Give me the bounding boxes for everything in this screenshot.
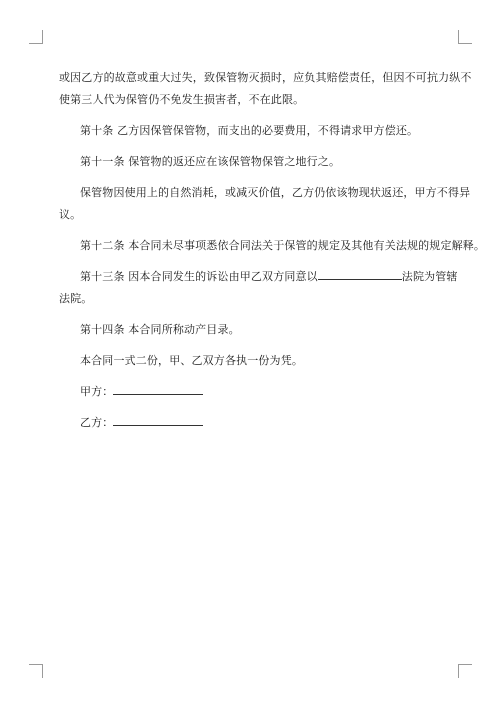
- crop-mark-bottom-left: [29, 664, 43, 678]
- paragraph-wear-cont: 议。: [59, 208, 82, 221]
- court-blank-field[interactable]: [318, 269, 402, 280]
- party-b-label: 乙方：: [80, 416, 114, 429]
- party-a-blank-field[interactable]: [113, 384, 203, 395]
- paragraph-wear: 保管物因使用上的自然消耗，或减灭价值，乙方仍依该物现状返还，甲方不得异: [80, 186, 471, 199]
- party-b-blank-field[interactable]: [113, 415, 203, 426]
- text-line: 使第三人代为保管仍不免发生损害者，不在此限。: [59, 93, 305, 106]
- article-10: 第十条 乙方因保管保管物，而支出的必要费用，不得请求甲方偿还。: [80, 124, 419, 137]
- contract-body: [59, 67, 486, 434]
- article-11: 第十一条 保管物的返还应在该保管物保管之地行之。: [80, 155, 341, 168]
- crop-mark-top-right: [458, 30, 472, 44]
- article-13: [59, 266, 458, 288]
- copies-clause: 本合同一式二份，甲、乙双方各执一份为凭。: [80, 354, 303, 367]
- party-a-label: 甲方：: [80, 385, 114, 398]
- party-b-signature: [59, 412, 444, 434]
- text-line: 或因乙方的故意或重大过失，致保管物灭损时，应负其赔偿责任，但因不可抗力纵不: [59, 71, 472, 84]
- article-14: 第十四条 本合同所称动产目录。: [80, 323, 240, 336]
- crop-mark-bottom-right: [458, 664, 472, 678]
- article-13-text-end: 法院为管辖: [401, 270, 458, 283]
- party-a-signature: [59, 381, 444, 403]
- article-13-cont: 法院。: [59, 292, 93, 305]
- crop-mark-top-left: [29, 30, 43, 44]
- article-12: 第十二条 本合同未尽事项悉依合同法关于保管的规定及其他有关法规的规定解释。: [80, 239, 486, 252]
- article-13-text: 第十三条 因本合同发生的诉讼由甲乙双方同意以: [80, 270, 318, 283]
